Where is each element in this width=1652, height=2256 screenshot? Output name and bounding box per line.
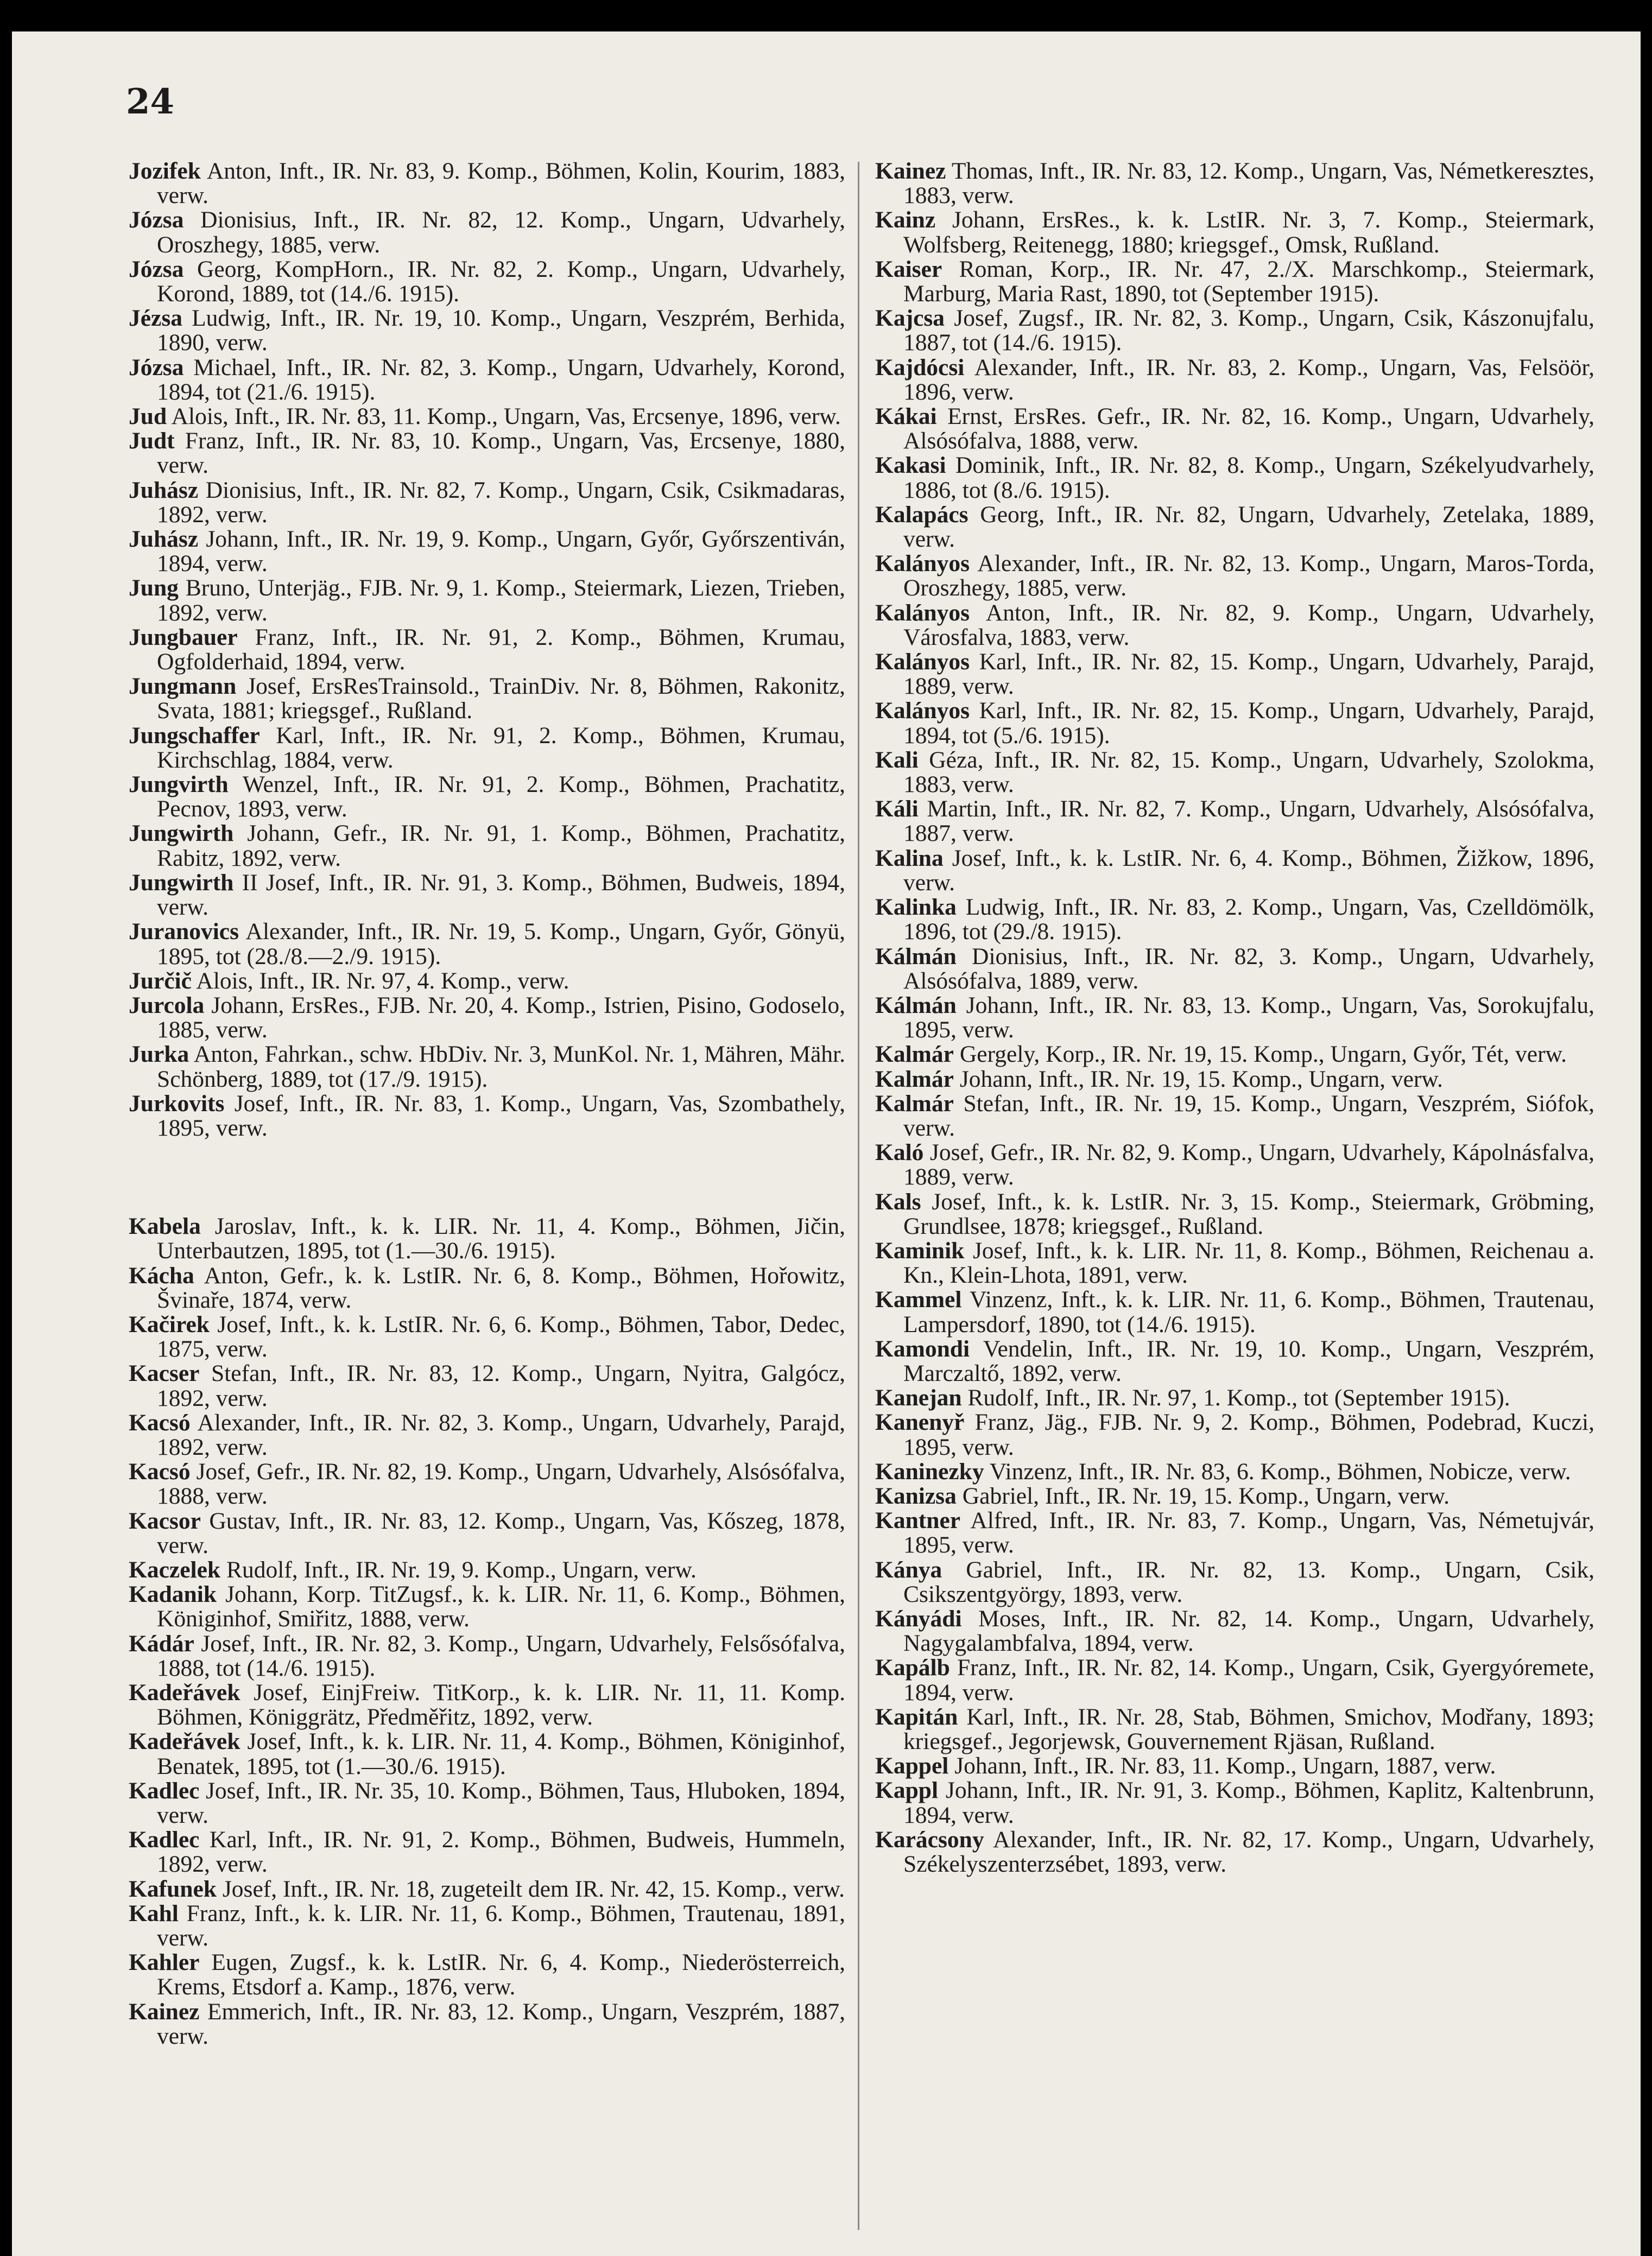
entry-details: Josef, Inft., IR. Nr. 82, 3. Komp., Ungarn, Udvarhely, Felsősófalva, 1888, tot (14./6. 1915). xyxy=(157,1630,845,1681)
list-item xyxy=(875,601,1594,650)
list-item xyxy=(129,1950,845,1999)
list-item xyxy=(129,724,845,772)
list-item xyxy=(875,1140,1594,1189)
entry-details: Johann, Korp. TitZugsf., k. k. LIR. Nr. 11, 6. Komp., Böhmen, Königinhof, Smiřitz, 1888, verw. xyxy=(157,1581,845,1632)
list-item xyxy=(129,2000,845,2049)
entry-surname: Kahl xyxy=(129,1900,179,1927)
entry-surname: Jungschaffer xyxy=(129,722,260,749)
entry-details: Ernst, ErsRes. Gefr., IR. Nr. 82, 16. Komp., Ungarn, Udvarhely, Alsósófalva, 1888, verw. xyxy=(903,403,1594,454)
entry-details: Karl, Inft., IR. Nr. 91, 2. Komp., Böhmen, Budweis, Hummeln, 1892, verw. xyxy=(157,1827,845,1878)
list-item xyxy=(129,356,845,404)
entry-surname: Jungvirth xyxy=(129,771,229,798)
entry-surname: Kálmán xyxy=(875,992,957,1018)
entry-surname: Kádár xyxy=(129,1630,194,1657)
list-item xyxy=(129,306,845,355)
entry-surname: Jungmann xyxy=(129,673,237,700)
entry-surname: Jurcola xyxy=(129,992,205,1018)
entry-surname: Kalmár xyxy=(875,1041,954,1068)
left-column-group-j xyxy=(129,159,845,1140)
entry-surname: Jozifek xyxy=(129,158,201,184)
list-item xyxy=(129,1902,845,1950)
entry-details: Johann, Inft., IR. Nr. 19, 9. Komp., Ungarn, Győr, Győrszentiván, 1894, verw. xyxy=(157,526,845,577)
list-item xyxy=(875,650,1594,699)
entry-details: Franz, Inft., IR. Nr. 83, 10. Komp., Ungarn, Vas, Ercsenye, 1880, verw. xyxy=(157,428,845,479)
entry-details: Alexander, Inft., IR. Nr. 19, 5. Komp., Ungarn, Győr, Gönyü, 1895, tot (28./8.—2./9. 1915). xyxy=(157,918,845,969)
entry-details: Josef, Gefr., IR. Nr. 82, 9. Komp., Ungarn, Udvarhely, Kápolnásfalva, 1889, verw. xyxy=(903,1139,1594,1190)
list-item xyxy=(875,1754,1594,1778)
entry-surname: Kacsó xyxy=(129,1409,191,1436)
list-item xyxy=(875,1705,1594,1754)
list-item xyxy=(129,871,845,920)
entry-surname: Jungbauer xyxy=(129,624,238,650)
entry-details: Emmerich, Inft., IR. Nr. 83, 12. Komp., Ungarn, Veszprém, 1887, verw. xyxy=(157,1998,845,2049)
list-item xyxy=(129,1632,845,1681)
entry-details: Karl, Inft., IR. Nr. 91, 2. Komp., Böhmen, Krumau, Kirchschlag, 1884, verw. xyxy=(157,722,845,773)
list-item xyxy=(875,895,1594,944)
entry-surname: Kadlec xyxy=(129,1777,200,1804)
entry-details: Josef, Inft., k. k. LstIR. Nr. 6, 6. Komp., Böhmen, Tabor, Dedec, 1875, verw. xyxy=(157,1311,845,1363)
list-item xyxy=(875,1656,1594,1704)
list-item xyxy=(129,527,845,576)
list-item xyxy=(875,993,1594,1042)
list-item xyxy=(875,1778,1594,1827)
list-item xyxy=(875,453,1594,502)
entry-surname: Józsa xyxy=(129,256,184,282)
entry-details: Josef, ErsResTrainsold., TrainDiv. Nr. 8, Böhmen, Rakonitz, Svata, 1881; kriegsgef., Rußland. xyxy=(157,673,845,724)
list-item xyxy=(875,356,1594,404)
list-item xyxy=(875,1558,1594,1607)
entry-details: Georg, Inft., IR. Nr. 82, Ungarn, Udvarhely, Zetelaka, 1889, verw. xyxy=(903,501,1594,553)
entry-details: Johann, Inft., IR. Nr. 83, 13. Komp., Ungarn, Vas, Sorokujfalu, 1895, verw. xyxy=(903,992,1594,1043)
entry-surname: Kánya xyxy=(875,1556,942,1583)
entry-details: Wenzel, Inft., IR. Nr. 91, 2. Komp., Böhmen, Prachatitz, Pecnov, 1893, verw. xyxy=(157,771,845,822)
list-item xyxy=(875,1828,1594,1877)
entry-surname: Kaminik xyxy=(875,1237,965,1264)
list-item xyxy=(875,1509,1594,1557)
entry-details: Josef, Inft., IR. Nr. 18, zugeteilt dem IR. Nr. 42, 15. Komp., verw. xyxy=(216,1875,845,1902)
list-item xyxy=(875,1239,1594,1288)
entry-details: Roman, Korp., IR. Nr. 47, 2./X. Marschkomp., Steiermark, Marburg, Maria Rast, 1890, tot (September 1915). xyxy=(903,256,1594,307)
entry-surname: Judt xyxy=(129,428,175,454)
list-item xyxy=(875,699,1594,747)
entry-surname: Kainz xyxy=(875,207,936,233)
entry-details: Géza, Inft., IR. Nr. 82, 15. Komp., Ungarn, Udvarhely, Szolokma, 1883, verw. xyxy=(903,746,1594,798)
entry-surname: Kačirek xyxy=(129,1311,210,1338)
entry-details: Gabriel, Inft., IR. Nr. 82, 13. Komp., Ungarn, Csik, Csikszentgyörgy, 1893, verw. xyxy=(903,1556,1594,1607)
entry-details: Franz, Inft., IR. Nr. 91, 2. Komp., Böhmen, Krumau, Ogfolderhaid, 1894, verw. xyxy=(157,624,845,675)
entry-details: Georg, KompHorn., IR. Nr. 82, 2. Komp., Ungarn, Udvarhely, Korond, 1889, tot (14./6. 1915). xyxy=(157,256,845,307)
entry-surname: Juhász xyxy=(129,477,199,503)
entry-details: Josef, Inft., k. k. LIR. Nr. 11, 4. Komp., Böhmen, Königinhof, Benatek, 1895, tot (1.—30./6. 1915). xyxy=(157,1728,845,1779)
list-item xyxy=(129,1411,845,1460)
entry-surname: Kapitán xyxy=(875,1703,958,1730)
entry-surname: Jungwirth xyxy=(129,820,234,847)
entry-details: Vinzenz, Inft., k. k. LIR. Nr. 11, 6. Komp., Böhmen, Trautenau, Lampersdorf, 1890, tot (14./6. 1915). xyxy=(903,1287,1594,1338)
entry-details: Anton, Gefr., k. k. LstIR. Nr. 6, 8. Komp., Böhmen, Hořowitz, Švinaře, 1874, verw. xyxy=(157,1262,845,1313)
entry-surname: Kákai xyxy=(875,403,937,430)
entry-surname: Kácha xyxy=(129,1262,194,1289)
entry-surname: Jurkovits xyxy=(129,1090,225,1117)
entry-surname: Józsa xyxy=(129,354,184,381)
list-item xyxy=(875,797,1594,846)
list-item xyxy=(875,1607,1594,1656)
entry-surname: Kalapács xyxy=(875,501,969,528)
list-item xyxy=(875,1042,1594,1067)
list-item xyxy=(129,429,845,478)
list-item xyxy=(875,1190,1594,1239)
column-divider xyxy=(858,162,859,2230)
entry-surname: Kammel xyxy=(875,1287,962,1313)
entry-surname: Kanenyř xyxy=(875,1409,965,1436)
entry-surname: Kahler xyxy=(129,1949,200,1976)
entry-details: Karl, Inft., IR. Nr. 82, 15. Komp., Ungarn, Udvarhely, Parajd, 1889, verw. xyxy=(903,649,1594,700)
entry-details: Dominik, Inft., IR. Nr. 82, 8. Komp., Ungarn, Székelyudvarhely, 1886, tot (8./6. 1915). xyxy=(903,452,1594,503)
entry-details: Thomas, Inft., IR. Nr. 83, 12. Komp., Ungarn, Vas, Németkeresztes, 1883, verw. xyxy=(903,158,1594,209)
list-item xyxy=(875,1067,1594,1092)
entry-surname: Kajcsa xyxy=(875,305,945,332)
entry-surname: Kanejan xyxy=(875,1385,962,1411)
entry-surname: Káli xyxy=(875,796,919,822)
list-item xyxy=(875,159,1594,208)
list-item xyxy=(129,993,845,1042)
entry-details: Alfred, Inft., IR. Nr. 83, 7. Komp., Ungarn, Vas, Németujvár, 1895, verw. xyxy=(903,1507,1594,1558)
list-item xyxy=(875,404,1594,453)
entry-details: Rudolf, Inft., IR. Nr. 97, 1. Komp., tot (September 1915). xyxy=(961,1385,1510,1411)
entry-surname: Jung xyxy=(129,575,179,601)
entry-surname: Kamondi xyxy=(875,1335,970,1362)
list-item xyxy=(875,1092,1594,1140)
entry-details: Johann, ErsRes., FJB. Nr. 20, 4. Komp., Istrien, Pisino, Godoselo, 1885, verw. xyxy=(157,992,845,1043)
list-item xyxy=(129,208,845,257)
list-item xyxy=(129,1828,845,1877)
left-column-group-k xyxy=(129,1214,845,2049)
entry-surname: Kaninezky xyxy=(875,1458,984,1485)
list-item xyxy=(875,1460,1594,1484)
entry-details: Anton, Fahrkan., schw. HbDiv. Nr. 3, MunKol. Nr. 1, Mähren, Mähr. Schönberg, 1889, tot (17./9. 1915). xyxy=(157,1041,845,1092)
entry-details: Franz, Jäg., FJB. Nr. 9, 2. Komp., Böhmen, Podebrad, Kuczi, 1895, verw. xyxy=(903,1409,1594,1460)
list-item xyxy=(129,1877,845,1902)
entry-surname: Jurka xyxy=(129,1041,189,1068)
list-item xyxy=(129,969,845,993)
entry-details: Ludwig, Inft., IR. Nr. 83, 2. Komp., Ungarn, Vas, Czelldömölk, 1896, tot (29./8. 1915). xyxy=(903,894,1594,945)
entry-surname: Kafunek xyxy=(129,1875,217,1902)
entry-details: Rudolf, Inft., IR. Nr. 19, 9. Komp., Ungarn, verw. xyxy=(220,1556,697,1583)
list-item xyxy=(129,1509,845,1558)
entry-details: Moses, Inft., IR. Nr. 82, 14. Komp., Ungarn, Udvarhely, Nagygalambfalva, 1894, verw. xyxy=(903,1605,1594,1657)
entry-surname: Kacsó xyxy=(129,1459,191,1485)
entry-details: Dionisius, Inft., IR. Nr. 82, 7. Komp., Ungarn, Csik, Csikmadaras, 1892, verw. xyxy=(157,477,845,528)
list-item xyxy=(129,772,845,821)
list-item xyxy=(875,945,1594,993)
list-item xyxy=(129,1313,845,1361)
entry-surname: Jungwirth xyxy=(129,869,234,896)
entry-details: Ludwig, Inft., IR. Nr. 19, 10. Komp., Ungarn, Veszprém, Berhida, 1890, verw. xyxy=(157,305,845,356)
entry-surname: Kappl xyxy=(875,1777,939,1804)
list-item xyxy=(129,1361,845,1410)
entry-surname: Kappel xyxy=(875,1753,949,1779)
entry-surname: Jézsa xyxy=(129,305,183,332)
entry-details: Anton, Inft., IR. Nr. 83, 9. Komp., Böhmen, Kolin, Kourim, 1883, verw. xyxy=(157,158,845,209)
right-column xyxy=(875,159,1594,1877)
list-item xyxy=(129,1042,845,1091)
entry-surname: Kabela xyxy=(129,1213,201,1240)
entry-details: Jaroslav, Inft., k. k. LIR. Nr. 11, 4. Komp., Böhmen, Jičin, Unterbautzen, 1895, tot (1.—30./6. 1915). xyxy=(157,1213,845,1264)
entry-details: Alexander, Inft., IR. Nr. 82, 3. Komp., Ungarn, Udvarhely, Parajd, 1892, verw. xyxy=(157,1409,845,1460)
entry-surname: Karácsony xyxy=(875,1826,984,1853)
entry-surname: Kalmár xyxy=(875,1066,954,1092)
entry-surname: Kalina xyxy=(875,845,944,871)
list-item xyxy=(129,1681,845,1729)
entry-details: Alexander, Inft., IR. Nr. 82, 17. Komp., Ungarn, Udvarhely, Székelyszenterzsébet, 1893, verw. xyxy=(903,1826,1594,1878)
entry-surname: Jurčič xyxy=(129,967,192,994)
entry-surname: Juranovics xyxy=(129,918,239,945)
entry-surname: Kalinka xyxy=(875,894,957,921)
list-item xyxy=(875,1386,1594,1410)
list-item xyxy=(875,552,1594,600)
right-column-group-k xyxy=(875,159,1594,1877)
entry-details: Alois, Inft., IR. Nr. 83, 11. Komp., Ungarn, Vas, Ercsenye, 1896, verw. xyxy=(167,403,841,430)
list-item xyxy=(129,920,845,968)
entry-details: Josef, Inft., k. k. LIR. Nr. 11, 8. Komp., Böhmen, Reichenau a. Kn., Klein-Lhota, 1891, verw. xyxy=(903,1237,1594,1289)
entry-surname: Kalányos xyxy=(875,550,970,577)
entry-details: Vinzenz, Inft., IR. Nr. 83, 6. Komp., Böhmen, Nobicze, verw. xyxy=(984,1458,1571,1485)
list-item xyxy=(129,1092,845,1140)
list-item xyxy=(129,576,845,625)
entry-surname: Kalányos xyxy=(875,599,970,626)
entry-details: Franz, Inft., IR. Nr. 82, 14. Komp., Ungarn, Csik, Gyergyóremete, 1894, verw. xyxy=(903,1655,1594,1706)
entry-details: Alois, Inft., IR. Nr. 97, 4. Komp., verw. xyxy=(191,967,569,994)
entry-details: Dionisius, Inft., IR. Nr. 82, 3. Komp., Ungarn, Udvarhely, Alsósófalva, 1889, verw. xyxy=(903,943,1594,994)
entry-surname: Kanizsa xyxy=(875,1482,957,1509)
entry-details: Michael, Inft., IR. Nr. 82, 3. Komp., Ungarn, Udvarhely, Korond, 1894, tot (21./6. 1915). xyxy=(157,354,845,405)
entry-surname: Kalányos xyxy=(875,649,970,675)
entry-surname: Kacsor xyxy=(129,1507,201,1534)
entry-details: Johann, Gefr., IR. Nr. 91, 1. Komp., Böhmen, Prachatitz, Rabitz, 1892, verw. xyxy=(157,820,845,871)
entry-details: Josef, Gefr., IR. Nr. 82, 19. Komp., Ungarn, Udvarhely, Alsósófalva, 1888, verw. xyxy=(157,1459,845,1510)
list-item xyxy=(875,503,1594,552)
entry-details: Johann, Inft., IR. Nr. 19, 15. Komp., Ungarn, verw. xyxy=(953,1066,1443,1092)
entry-details: Josef, Inft., IR. Nr. 35, 10. Komp., Böhmen, Taus, Hluboken, 1894, verw. xyxy=(157,1777,845,1828)
document-page xyxy=(12,31,1641,2256)
list-item xyxy=(129,1582,845,1631)
entry-details: Franz, Inft., k. k. LIR. Nr. 11, 6. Komp., Böhmen, Trautenau, 1891, verw. xyxy=(157,1900,845,1951)
entry-details: Josef, EinjFreiw. TitKorp., k. k. LIR. Nr. 11, 11. Komp. Böhmen, Königgrätz, Předměřitz, 1892, verw. xyxy=(157,1679,845,1731)
entry-details: Martin, Inft., IR. Nr. 82, 7. Komp., Ungarn, Udvarhely, Alsósófalva, 1887, verw. xyxy=(903,796,1594,847)
list-item xyxy=(129,1460,845,1509)
entry-surname: Kalmár xyxy=(875,1090,954,1117)
entry-details: Johann, ErsRes., k. k. LstIR. Nr. 3, 7. Komp., Steiermark, Wolfsberg, Reitenegg, 1880; kriegsgef., Omsk, Rußland. xyxy=(903,207,1594,258)
entry-details: Vendelin, Inft., IR. Nr. 19, 10. Komp., Ungarn, Veszprém, Marczaltő, 1892, verw. xyxy=(903,1335,1594,1386)
entry-surname: Kantner xyxy=(875,1507,961,1534)
entry-surname: Kainez xyxy=(129,1998,200,2025)
entry-surname: Kajdócsi xyxy=(875,354,965,381)
list-item xyxy=(875,306,1594,355)
entry-surname: Juhász xyxy=(129,526,199,553)
entry-details: Josef, Zugsf., IR. Nr. 82, 3. Komp., Ungarn, Csik, Kászonujfalu, 1887, tot (14./6. 1915). xyxy=(903,305,1594,356)
entry-surname: Kalányos xyxy=(875,698,970,724)
list-item xyxy=(129,674,845,723)
entry-surname: Jud xyxy=(129,403,167,430)
entry-details: Josef, Inft., k. k. LstIR. Nr. 3, 15. Komp., Steiermark, Gröbming, Grundlsee, 1878; kriegsgef., Rußland. xyxy=(903,1188,1594,1239)
list-item xyxy=(875,1410,1594,1459)
left-column xyxy=(129,159,845,2049)
entry-surname: Kali xyxy=(875,746,919,773)
list-item xyxy=(875,1337,1594,1386)
entry-details: Johann, Inft., IR. Nr. 83, 11. Komp., Ungarn, 1887, verw. xyxy=(948,1753,1496,1779)
entry-details: Gabriel, Inft., IR. Nr. 19, 15. Komp., Ungarn, verw. xyxy=(956,1482,1450,1509)
list-item xyxy=(129,257,845,306)
list-item xyxy=(129,1264,845,1313)
page-number: 24 xyxy=(126,81,175,122)
entry-details: Karl, Inft., IR. Nr. 28, Stab, Böhmen, Smichov, Modřany, 1893; kriegsgef., Jegorjewsk, Gouvernement Rjäsan, Rußland. xyxy=(903,1703,1594,1754)
list-item xyxy=(875,846,1594,895)
entry-surname: Kadanik xyxy=(129,1581,217,1608)
list-item xyxy=(129,625,845,674)
entry-details: Alexander, Inft., IR. Nr. 83, 2. Komp., Ungarn, Vas, Felsöör, 1896, verw. xyxy=(903,354,1594,405)
entry-details: Josef, Inft., k. k. LstIR. Nr. 6, 4. Komp., Böhmen, Žižkow, 1896, verw. xyxy=(903,845,1594,896)
entry-surname: Józsa xyxy=(129,207,184,233)
list-item xyxy=(129,404,845,429)
entry-details: Karl, Inft., IR. Nr. 82, 15. Komp., Ungarn, Udvarhely, Parajd, 1894, tot (5./6. 1915). xyxy=(903,698,1594,749)
entry-details: Eugen, Zugsf., k. k. LstIR. Nr. 6, 4. Komp., Niederösterreich, Krems, Etsdorf a. Kamp., 1876, verw. xyxy=(157,1949,845,2000)
entry-surname: Kacser xyxy=(129,1360,200,1387)
entry-details: Alexander, Inft., IR. Nr. 82, 13. Komp., Ungarn, Maros-Torda, Oroszhegy, 1885, verw. xyxy=(903,550,1594,601)
entry-surname: Kaczelek xyxy=(129,1556,221,1583)
entry-surname: Kaló xyxy=(875,1139,924,1166)
entry-details: Johann, Inft., IR. Nr. 91, 3. Komp., Böhmen, Kaplitz, Kaltenbrunn, 1894, verw. xyxy=(903,1777,1594,1828)
list-item xyxy=(129,821,845,870)
entry-details: Bruno, Unterjäg., FJB. Nr. 9, 1. Komp., Steiermark, Liezen, Trieben, 1892, verw. xyxy=(157,575,845,626)
entry-details: Dionisius, Inft., IR. Nr. 82, 12. Komp., Ungarn, Udvarhely, Oroszhegy, 1885, verw. xyxy=(157,207,845,258)
entry-details: II Josef, Inft., IR. Nr. 91, 3. Komp., Böhmen, Budweis, 1894, verw. xyxy=(157,869,845,921)
entry-surname: Kakasi xyxy=(875,452,946,479)
entry-surname: Kaiser xyxy=(875,256,942,282)
list-item xyxy=(129,1214,845,1263)
list-item xyxy=(875,1484,1594,1509)
entry-surname: Kadeřávek xyxy=(129,1728,240,1755)
entry-details: Stefan, Inft., IR. Nr. 83, 12. Komp., Ungarn, Nyitra, Galgócz, 1892, verw. xyxy=(157,1360,845,1411)
entry-details: Gustav, Inft., IR. Nr. 83, 12. Komp., Ungarn, Vas, Kőszeg, 1878, verw. xyxy=(157,1507,845,1558)
list-item xyxy=(875,748,1594,797)
list-item xyxy=(129,1779,845,1828)
entry-details: Anton, Inft., IR. Nr. 82, 9. Komp., Ungarn, Udvarhely, Városfalva, 1883, verw. xyxy=(903,599,1594,650)
list-item xyxy=(129,1729,845,1778)
entry-surname: Kadeřávek xyxy=(129,1679,240,1706)
entry-surname: Kapálb xyxy=(875,1655,950,1681)
entry-details: Josef, Inft., IR. Nr. 83, 1. Komp., Ungarn, Vas, Szombathely, 1895, verw. xyxy=(157,1090,845,1141)
section-gap xyxy=(129,1140,845,1214)
entry-details: Stefan, Inft., IR. Nr. 19, 15. Komp., Ungarn, Veszprém, Siófok, verw. xyxy=(903,1090,1594,1141)
entry-surname: Kadlec xyxy=(129,1827,200,1853)
entry-surname: Kals xyxy=(875,1188,921,1215)
entry-surname: Kainez xyxy=(875,158,946,184)
entry-details: Gergely, Korp., IR. Nr. 19, 15. Komp., Ungarn, Győr, Tét, verw. xyxy=(953,1041,1567,1068)
entry-surname: Kányádi xyxy=(875,1605,962,1632)
list-item xyxy=(875,1288,1594,1336)
list-item xyxy=(875,257,1594,306)
entry-surname: Kálmán xyxy=(875,943,957,969)
list-item xyxy=(875,208,1594,257)
list-item xyxy=(129,478,845,527)
list-item xyxy=(129,1558,845,1582)
list-item xyxy=(129,159,845,208)
